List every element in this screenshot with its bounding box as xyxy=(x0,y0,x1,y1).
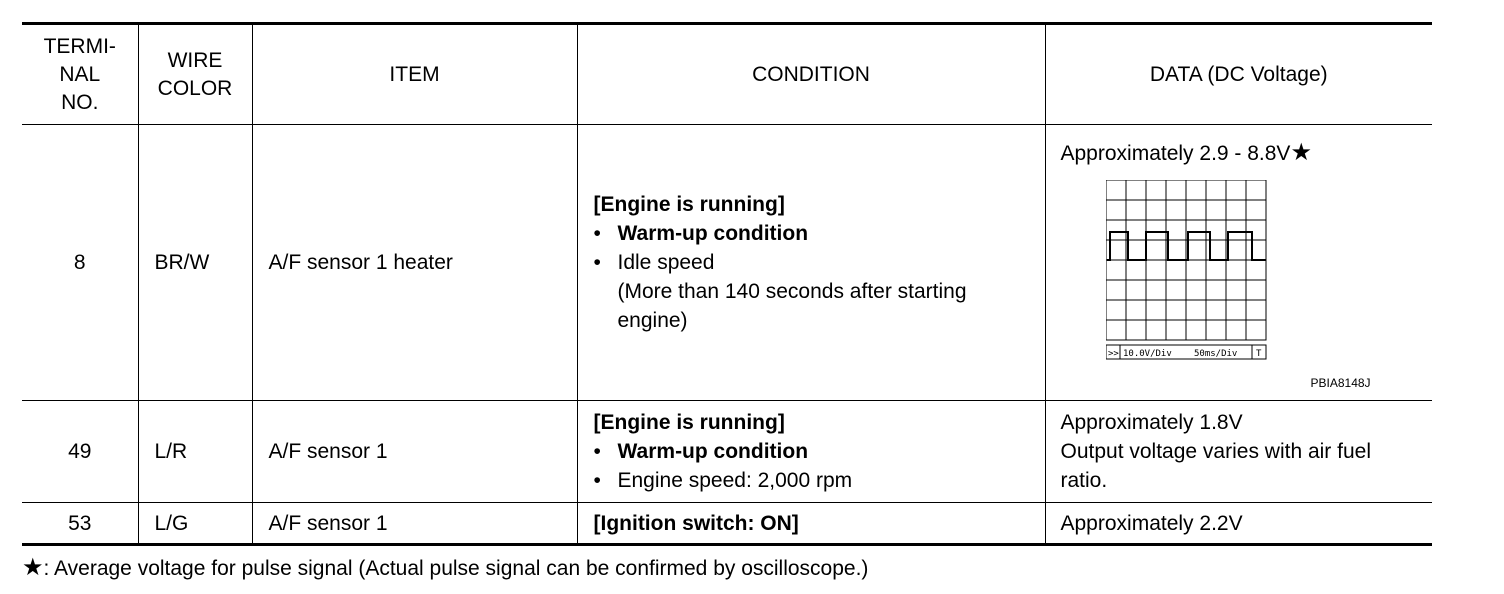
data-note: Output voltage varies with air fuel xyxy=(1060,440,1371,463)
wire-color: BR/W xyxy=(138,125,252,401)
star-icon: ★ xyxy=(1290,139,1312,166)
condition-bullet xyxy=(594,466,1035,495)
condition-cell xyxy=(577,125,1045,401)
footnote-text: : Average voltage for pulse signal (Actual pulse signal can be confirmed by oscilloscope.) xyxy=(43,557,869,580)
scope-trigger-marker: T xyxy=(1255,349,1261,359)
data-value: Approximately 2.9 - 8.8V xyxy=(1060,142,1291,165)
data-note: ratio. xyxy=(1060,469,1108,492)
terminal-number: 8 xyxy=(22,125,138,401)
oscilloscope-figure xyxy=(1061,170,1371,400)
item-name: A/F sensor 1 heater xyxy=(252,125,577,401)
table-row xyxy=(22,125,1432,401)
bullet-text: Warm-up condition xyxy=(617,222,809,245)
data-value: Approximately 2.2V xyxy=(1045,503,1432,545)
terminal-number: 53 xyxy=(22,503,138,545)
bullet-text: Warm-up condition xyxy=(617,440,809,463)
star-icon: ★ xyxy=(22,554,44,581)
scope-volt-div: 10.0V/Div xyxy=(1122,349,1172,359)
condition-heading: [Engine is running] xyxy=(593,411,785,434)
condition-bullet xyxy=(594,437,1035,466)
header-wire-color: WIRE COLOR xyxy=(138,24,252,125)
data-cell xyxy=(1045,401,1432,503)
bullet-mark: • xyxy=(593,251,601,274)
item-name: A/F sensor 1 xyxy=(252,401,577,503)
figure-reference: PBIA8148J xyxy=(1310,376,1371,390)
scope-left-marker: >> xyxy=(1107,349,1119,359)
bullet-mark: • xyxy=(593,440,601,463)
header-item: ITEM xyxy=(252,24,577,125)
data-value: Approximately 1.8V xyxy=(1060,411,1243,434)
wire-color: L/G xyxy=(138,503,252,545)
data-cell xyxy=(1045,125,1432,401)
header-data: DATA (DC Voltage) xyxy=(1045,24,1432,125)
condition-heading: [Engine is running] xyxy=(593,193,785,216)
terminal-number: 49 xyxy=(22,401,138,503)
header-condition: CONDITION xyxy=(577,24,1045,125)
condition-cell xyxy=(577,401,1045,503)
header-row xyxy=(22,24,1432,125)
item-name: A/F sensor 1 xyxy=(252,503,577,545)
footnote xyxy=(22,555,868,583)
bullet-text: Idle speed (More than 140 seconds after starting engine) xyxy=(617,251,967,332)
wire-color: L/R xyxy=(138,401,252,503)
terminal-spec-table xyxy=(22,22,1432,546)
table-row xyxy=(22,503,1432,545)
condition-bullet xyxy=(594,219,1035,248)
header-terminal-no: TERMI- NAL NO. xyxy=(22,24,138,125)
bullet-text: Engine speed: 2,000 rpm xyxy=(617,469,853,492)
table-row xyxy=(22,401,1432,503)
condition-bullet xyxy=(594,248,1035,335)
bullet-mark: • xyxy=(593,469,601,492)
condition-heading: [Ignition switch: ON] xyxy=(577,503,1045,545)
scope-time-div: 50ms/Div xyxy=(1193,349,1237,359)
bullet-mark: • xyxy=(593,222,601,245)
oscilloscope-screen xyxy=(1106,180,1276,362)
